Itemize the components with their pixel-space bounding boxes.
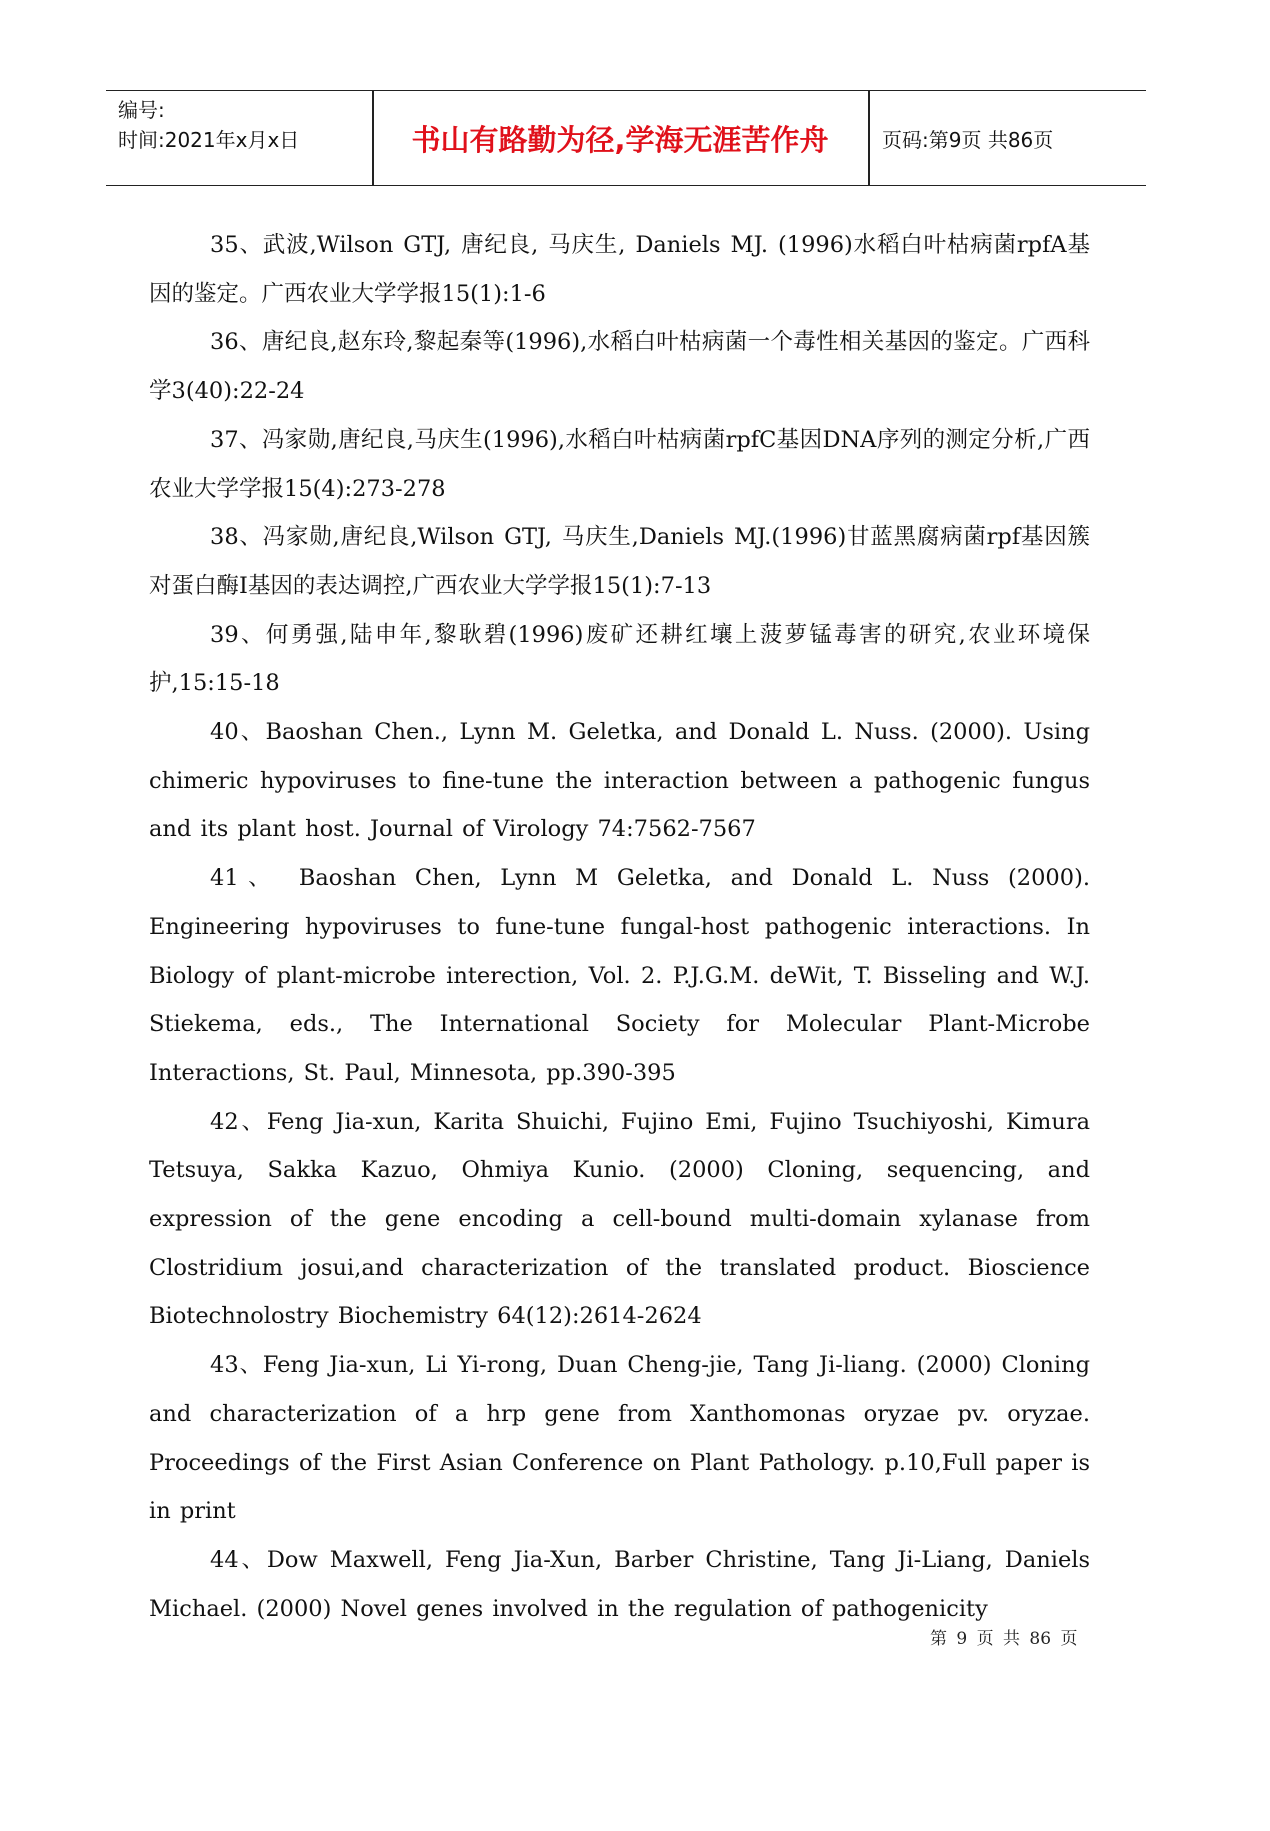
time-label: 时间:2021年x月x日: [118, 128, 300, 152]
reference-40: 40、Baoshan Chen., Lynn M. Geletka, and Donald L. Nuss. (2000). Using chimeric hypoviruses to fine-tune the interaction between a pathogenic fungus and its plant host. Journal of Virology 74:7562-7567: [149, 719, 1090, 843]
header-divider-right: [868, 91, 870, 185]
header-page-info: 页码:第9页 共86页: [882, 127, 1054, 152]
reference-36: 36、唐纪良,赵东玲,黎起秦等(1996),水稻白叶枯病菌一个毒性相关基因的鉴定。广西科学3(40):22-24: [149, 329, 1090, 405]
header-meta: [118, 95, 368, 155]
reference-42: 42、Feng Jia-xun, Karita Shuichi, Fujino Emi, Fujino Tsuchiyoshi, Kimura Tetsuya, Sakka Kazuo, Ohmiya Kunio. (2000) Cloning, sequencing, and expression of the gene encoding a cell-bound multi-domain xylanase from Clostridium josui,and characterization of the translated product. Bioscience Biotechnolostry Biochemistry 64(12):2614-2624: [149, 1108, 1090, 1330]
reference-35: 35、武波,Wilson GTJ, 唐纪良, 马庆生, Daniels MJ. (1996)水稻白叶枯病菌rpfA基因的鉴定。广西农业大学学报15(1):1-6: [149, 232, 1090, 307]
reference-38: 38、冯家勋,唐纪良,Wilson GTJ, 马庆生,Daniels MJ.(1996)甘蓝黑腐病菌rpf基因簇对蛋白酶I基因的表达调控,广西农业大学学报15(1):7-13: [149, 524, 1090, 599]
page-footer: 第 9 页 共 86 页: [930, 1629, 1078, 1649]
page-header: [106, 90, 1146, 186]
reference-39: 39、何勇强,陆申年,黎耿碧(1996)废矿还耕红壤上菠萝锰毒害的研究,农业环境保护,15:15-18: [149, 621, 1090, 697]
reference-41: 41、 Baoshan Chen, Lynn M Geletka, and Donald L. Nuss (2000). Engineering hypoviruses to fune-tune fungal-host pathogenic interactions. In Biology of plant-microbe interection, Vol. 2. P.J.G.M. deWit, T. Bisseling and W.J. Stiekema, eds., The International Society for Molecular Plant-Microbe Interactions, St. Paul, Minnesota, pp.390-395: [149, 865, 1090, 1086]
reference-43: 43、Feng Jia-xun, Li Yi-rong, Duan Cheng-jie, Tang Ji-liang. (2000) Cloning and characterization of a hrp gene from Xanthomonas oryzae pv. oryzae. Proceedings of the First Asian Conference on Plant Pathology. p.10,Full paper is in print: [149, 1352, 1090, 1525]
reference-37: 37、冯家勋,唐纪良,马庆生(1996),水稻白叶枯病菌rpfC基因DNA序列的测定分析,广西农业大学学报15(4):273-278: [149, 426, 1090, 502]
code-label: 编号:: [118, 98, 165, 122]
reference-list: [149, 221, 1090, 1633]
header-motto: 书山有路勤为径,学海无涯苦作舟: [411, 122, 829, 157]
reference-44: 44、Dow Maxwell, Feng Jia-Xun, Barber Christine, Tang Ji-Liang, Daniels Michael. (2000) Novel genes involved in the regulation of pathogenicity: [149, 1546, 1090, 1622]
